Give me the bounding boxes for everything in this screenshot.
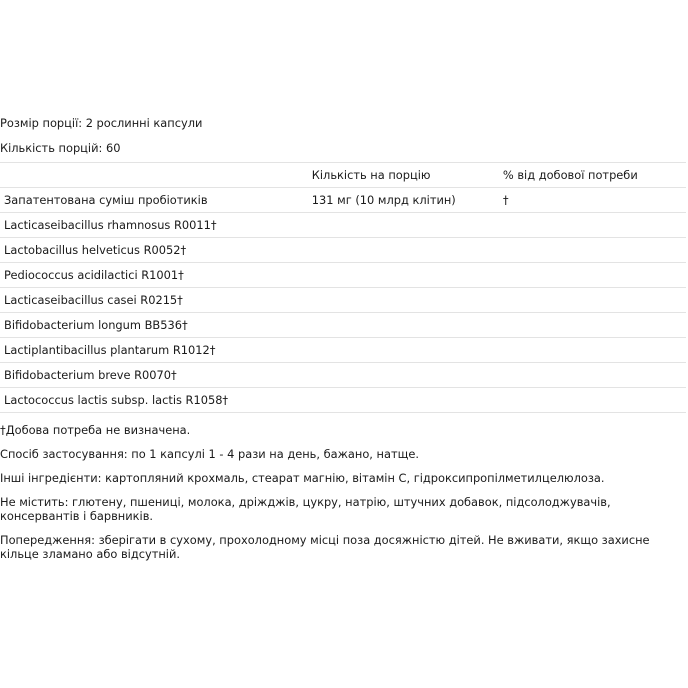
ingredient-name: Lacticaseibacillus rhamnosus R0011†	[0, 213, 308, 238]
table-row	[0, 288, 686, 313]
ingredient-name: Запатентована суміш пробіотиків	[0, 188, 308, 213]
daily-value-note: †Добова потреба не визначена.	[0, 423, 191, 437]
free-of-text: Не містить: глютену, пшениці, молока, дріжджів, цукру, натрію, штучних добавок, підсолоджувачів, консервантів і барвників.	[0, 495, 611, 523]
ingredient-amount	[308, 288, 499, 313]
header-amount-per-serving: Кількість на порцію	[308, 163, 499, 188]
ingredient-amount	[308, 238, 499, 263]
ingredient-daily-value: †	[499, 188, 686, 213]
ingredient-daily-value	[499, 363, 686, 388]
ingredient-name: Bifidobacterium longum BB536†	[0, 313, 308, 338]
ingredient-amount	[308, 338, 499, 363]
table-row	[0, 388, 686, 413]
ingredient-amount	[308, 363, 499, 388]
ingredient-name: Bifidobacterium breve R0070†	[0, 363, 308, 388]
table-row	[0, 313, 686, 338]
table-row	[0, 363, 686, 388]
table-header-row	[0, 163, 686, 188]
ingredient-daily-value	[499, 288, 686, 313]
ingredient-name: Lactiplantibacillus plantarum R1012†	[0, 338, 308, 363]
directions-text: Спосіб застосування: по 1 капсулі 1 - 4 рази на день, бажано, натще.	[0, 447, 419, 461]
header-daily-value: % від добової потреби	[499, 163, 686, 188]
ingredient-daily-value	[499, 213, 686, 238]
ingredient-daily-value	[499, 263, 686, 288]
supplement-facts	[0, 116, 686, 571]
ingredient-name: Pediococcus acidilactici R1001†	[0, 263, 308, 288]
table-row	[0, 213, 686, 238]
warning-text: Попередження: зберігати в сухому, прохолодному місці поза досяжністю дітей. Не вживати, якщо захисне кільце зламано або відсутній.	[0, 533, 650, 561]
ingredient-daily-value	[499, 388, 686, 413]
ingredient-amount	[308, 263, 499, 288]
supplement-facts-table	[0, 162, 686, 413]
ingredient-amount	[308, 313, 499, 338]
table-row	[0, 263, 686, 288]
servings-per-container: Кількість порцій: 60	[0, 141, 121, 155]
other-ingredients-text: Інші інгредієнти: картопляний крохмаль, стеарат магнію, вітамін С, гідроксипропілметилцелюлоза.	[0, 471, 605, 485]
serving-size: Розмір порції: 2 рослинні капсули	[0, 116, 203, 130]
ingredient-amount	[308, 213, 499, 238]
ingredient-amount	[308, 388, 499, 413]
ingredient-daily-value	[499, 238, 686, 263]
table-row	[0, 188, 686, 213]
ingredient-daily-value	[499, 313, 686, 338]
table-row	[0, 238, 686, 263]
ingredient-name: Lactobacillus helveticus R0052†	[0, 238, 308, 263]
header-ingredient	[0, 163, 308, 188]
ingredient-name: Lacticaseibacillus casei R0215†	[0, 288, 308, 313]
ingredient-daily-value	[499, 338, 686, 363]
ingredient-name: Lactococcus lactis subsp. lactis R1058†	[0, 388, 308, 413]
ingredient-amount: 131 мг (10 млрд клітин)	[308, 188, 499, 213]
table-row	[0, 338, 686, 363]
notes-section	[0, 423, 686, 561]
